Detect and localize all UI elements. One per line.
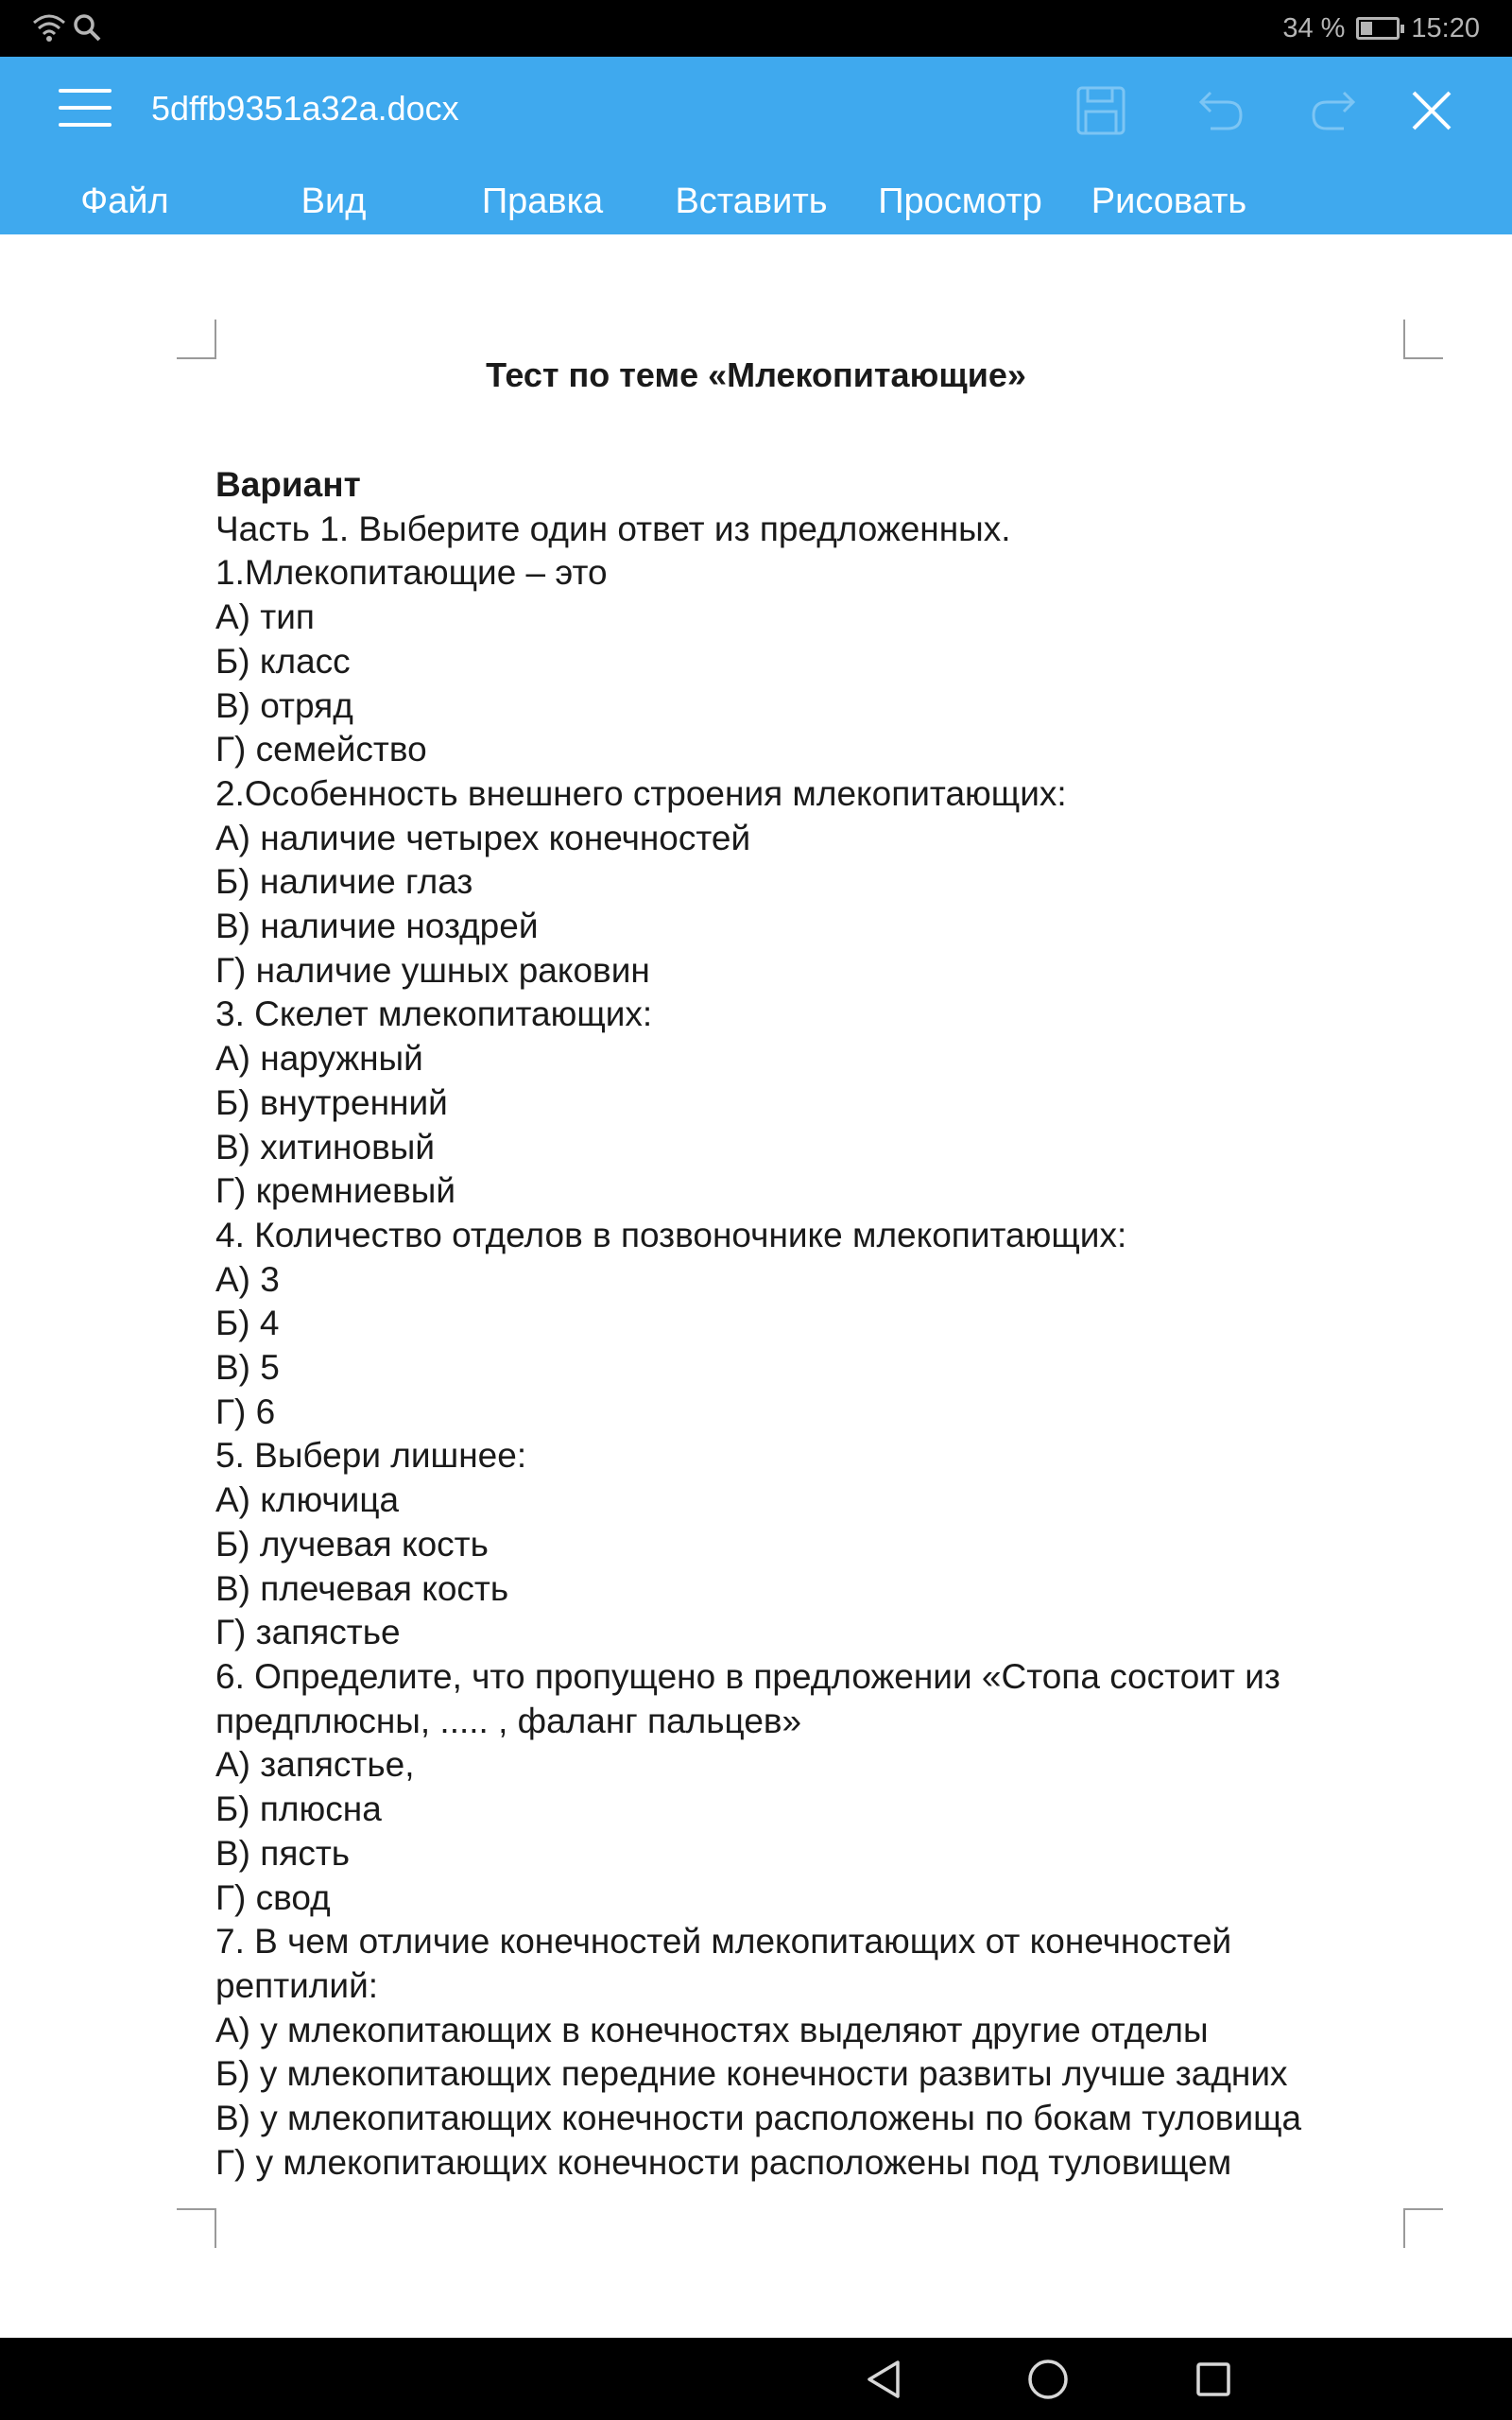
recents-icon [1194,2360,1232,2398]
home-button[interactable] [1022,2353,1074,2406]
document-line: Г) семейство [215,730,427,769]
document-line: В) пясть [215,1833,351,1873]
document-line: 3. Скелет млекопитающих: [215,994,653,1034]
page-corner-mark [177,320,216,359]
document-line: В) наличие ноздрей [215,907,539,946]
menu-file[interactable]: Файл [80,182,169,221]
document-line: В) у млекопитающих конечности расположены по бокам туловища [215,2099,1302,2138]
undo-icon [1194,87,1245,134]
menu-draw[interactable]: Рисовать [1091,182,1247,221]
menu-edit[interactable]: Правка [481,182,604,221]
document-line: Б) внутренний [215,1082,448,1122]
page-corner-mark [1403,2208,1443,2248]
document-line: Б) у млекопитающих передние конечности развиты лучше задних [215,2054,1288,2094]
document-line: Г) наличие ушных раковин [215,950,650,990]
document-line: 1.Млекопитающие – это [215,553,608,593]
document-line: 4. Количество отделов в позвоночнике млекопитающих: [215,1215,1127,1254]
document-line: Б) класс [215,641,351,681]
document-line: Г) свод [215,1877,331,1917]
document-line: Г) 6 [215,1392,276,1431]
document-line: В) плечевая кость [215,1568,509,1608]
status-icons-left [32,11,102,43]
document-page[interactable] [0,234,1512,2338]
close-button[interactable] [1399,78,1465,144]
recents-button[interactable] [1187,2353,1240,2406]
battery-percent: 34 % [1282,12,1346,43]
save-button[interactable] [1068,78,1134,144]
variant-heading: Вариант [215,465,361,504]
save-icon [1075,85,1126,136]
menu-insert[interactable]: Вставить [675,182,828,221]
document-line: Г) у млекопитающих конечности расположены под туловищем [215,2142,1232,2182]
battery-icon [1356,17,1400,40]
status-icons-right [1282,11,1480,45]
wifi-icon [32,11,66,43]
document-line: Б) 4 [215,1304,280,1343]
menu-view[interactable]: Вид [301,182,367,221]
document-line: В) 5 [215,1348,280,1388]
menu-review[interactable]: Просмотр [878,182,1042,221]
page-corner-mark [1403,320,1443,359]
document-line: А) 3 [215,1259,280,1299]
back-icon [864,2359,905,2400]
document-line: Г) запястье [215,1613,401,1652]
document-filename: 5dffb9351a32a.docx [151,89,459,128]
status-bar [0,0,1512,57]
document-line: предплюсны, ..... , фаланг пальцев» [215,1701,802,1740]
document-line: 5. Выбери лишнее: [215,1436,527,1476]
document-line: А) ключица [215,1480,400,1520]
document-body [215,463,1397,2185]
menu-bar [0,168,1512,234]
search-icon [72,11,102,43]
document-line: 2.Особенность внешнего строения млекопитающих: [215,773,1067,813]
document-line: В) отряд [215,685,353,725]
document-line: Г) кремниевый [215,1171,456,1211]
redo-icon [1310,87,1361,134]
document-line: Б) лучевая кость [215,1524,489,1564]
navigation-bar [0,2338,1512,2420]
app-header [0,57,1512,234]
document-line: А) наружный [215,1039,423,1079]
document-line: Б) плюсна [215,1789,382,1829]
document-line: 6. Определите, что пропущено в предложении «Стопа состоит из [215,1656,1280,1696]
page-corner-mark [177,2208,216,2248]
document-line: В) хитиновый [215,1127,435,1167]
document-line: рептилий: [215,1965,379,2005]
back-button[interactable] [858,2353,911,2406]
document-line: А) запястье, [215,1745,415,1785]
battery-level [1361,22,1372,35]
document-line: А) у млекопитающих в конечностях выделяют другие отделы [215,2010,1209,2049]
document-title: Тест по теме «Млекопитающие» [486,355,1026,394]
redo-button[interactable] [1302,78,1368,144]
menu-icon[interactable] [59,87,112,130]
document-line: 7. В чем отличие конечностей млекопитающих от конечностей [215,1922,1232,1962]
undo-button[interactable] [1186,78,1252,144]
document-line: Б) наличие глаз [215,862,473,902]
clock: 15:20 [1411,12,1480,43]
home-icon [1026,2358,1070,2401]
document-line: А) наличие четырех конечностей [215,818,751,857]
document-line: А) тип [215,597,315,637]
document-line: Часть 1. Выберите один ответ из предложенных. [215,509,1011,548]
close-icon [1410,89,1453,132]
